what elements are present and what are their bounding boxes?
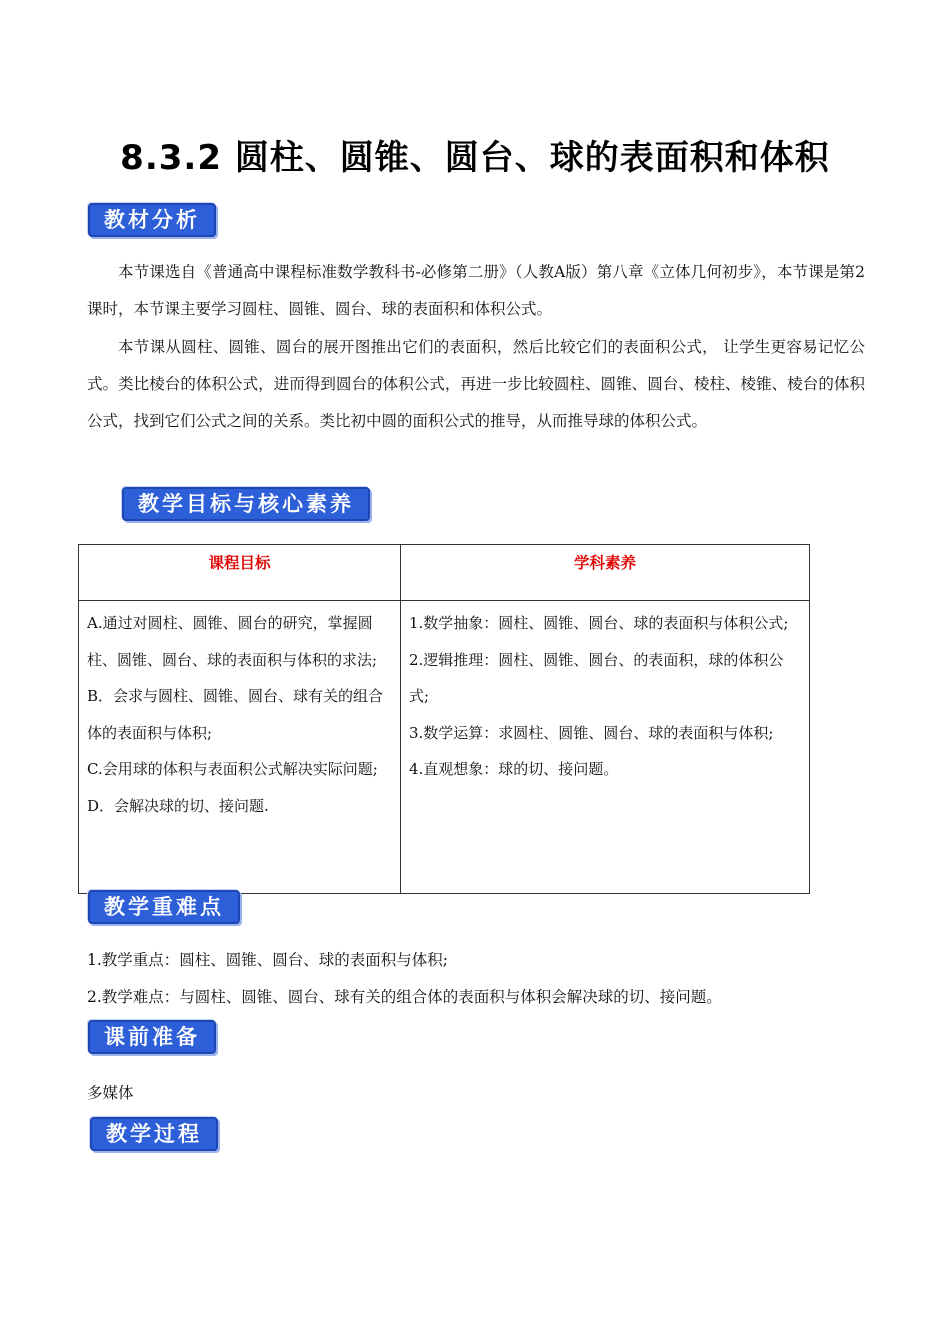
key-point-2: 2.教学难点：与圆柱、圆锥、圆台、球有关的组合体的表面积与体积会解决球的切、接问题。 <box>87 988 722 1006</box>
page-title: 8.3.2 圆柱、圆锥、圆台、球的表面积和体积 <box>120 138 830 178</box>
analysis-paragraph-1: 本节课选自《普通高中课程标准数学教科书-必修第二册》（人教A版）第八章《立体几何初步》，本节课是第2课时，本节课主要学习圆柱、圆锥、圆台、球的表面积和体积公式。 <box>87 263 865 318</box>
course-goals-cell <box>79 601 401 894</box>
course-goal-item: B．会求与圆柱、圆锥、圆台、球有关的组合体的表面积与体积; <box>87 687 384 742</box>
literacy-item: 4.直观想象：球的切、接问题。 <box>409 760 619 778</box>
section-badge-key-points: 教学重难点 <box>88 890 240 924</box>
goals-table <box>78 544 810 894</box>
course-goal-item: A.通过对圆柱、圆锥、圆台的研究，掌握圆柱、圆锥、圆台、球的表面积与体积的求法; <box>87 614 378 669</box>
literacy-item: 2.逻辑推理：圆柱、圆锥、圆台、的表面积，球的体积公式; <box>409 650 784 705</box>
key-point-1: 1.教学重点：圆柱、圆锥、圆台、球的表面积与体积; <box>87 951 449 969</box>
preparation-text: 多媒体 <box>87 1084 134 1102</box>
header-literacy: 学科素养 <box>401 545 810 601</box>
section-badge-preparation: 课前准备 <box>88 1020 216 1054</box>
analysis-paragraph-2: 本节课从圆柱、圆锥、圆台的展开图推出它们的表面积，然后比较它们的表面积公式， 让学生更容易记忆公式。类比棱台的体积公式，进而得到圆台的体积公式，再进一步比较圆柱、圆锥、圆台、棱柱、棱锥、棱台的体积公式，找到它们公式之间的关系。类比初中圆的面积公式的推导，从而推导球的体积公式。 <box>87 338 865 430</box>
section-badge-analysis: 教材分析 <box>88 203 216 237</box>
section-badge-goals: 教学目标与核心素养 <box>122 487 370 521</box>
header-course-goals: 课程目标 <box>79 545 401 601</box>
literacy-item: 3.数学运算：求圆柱、圆锥、圆台、球的表面积与体积; <box>409 723 774 742</box>
course-goal-item: C.会用球的体积与表面积公式解决实际问题; <box>87 760 378 778</box>
course-goal-item: D．会解决球的切、接问题. <box>87 796 269 815</box>
literacy-item: 1.数学抽象：圆柱、圆锥、圆台、球的表面积与体积公式; <box>409 614 789 632</box>
literacy-cell <box>401 601 810 894</box>
section-badge-process: 教学过程 <box>90 1117 218 1151</box>
